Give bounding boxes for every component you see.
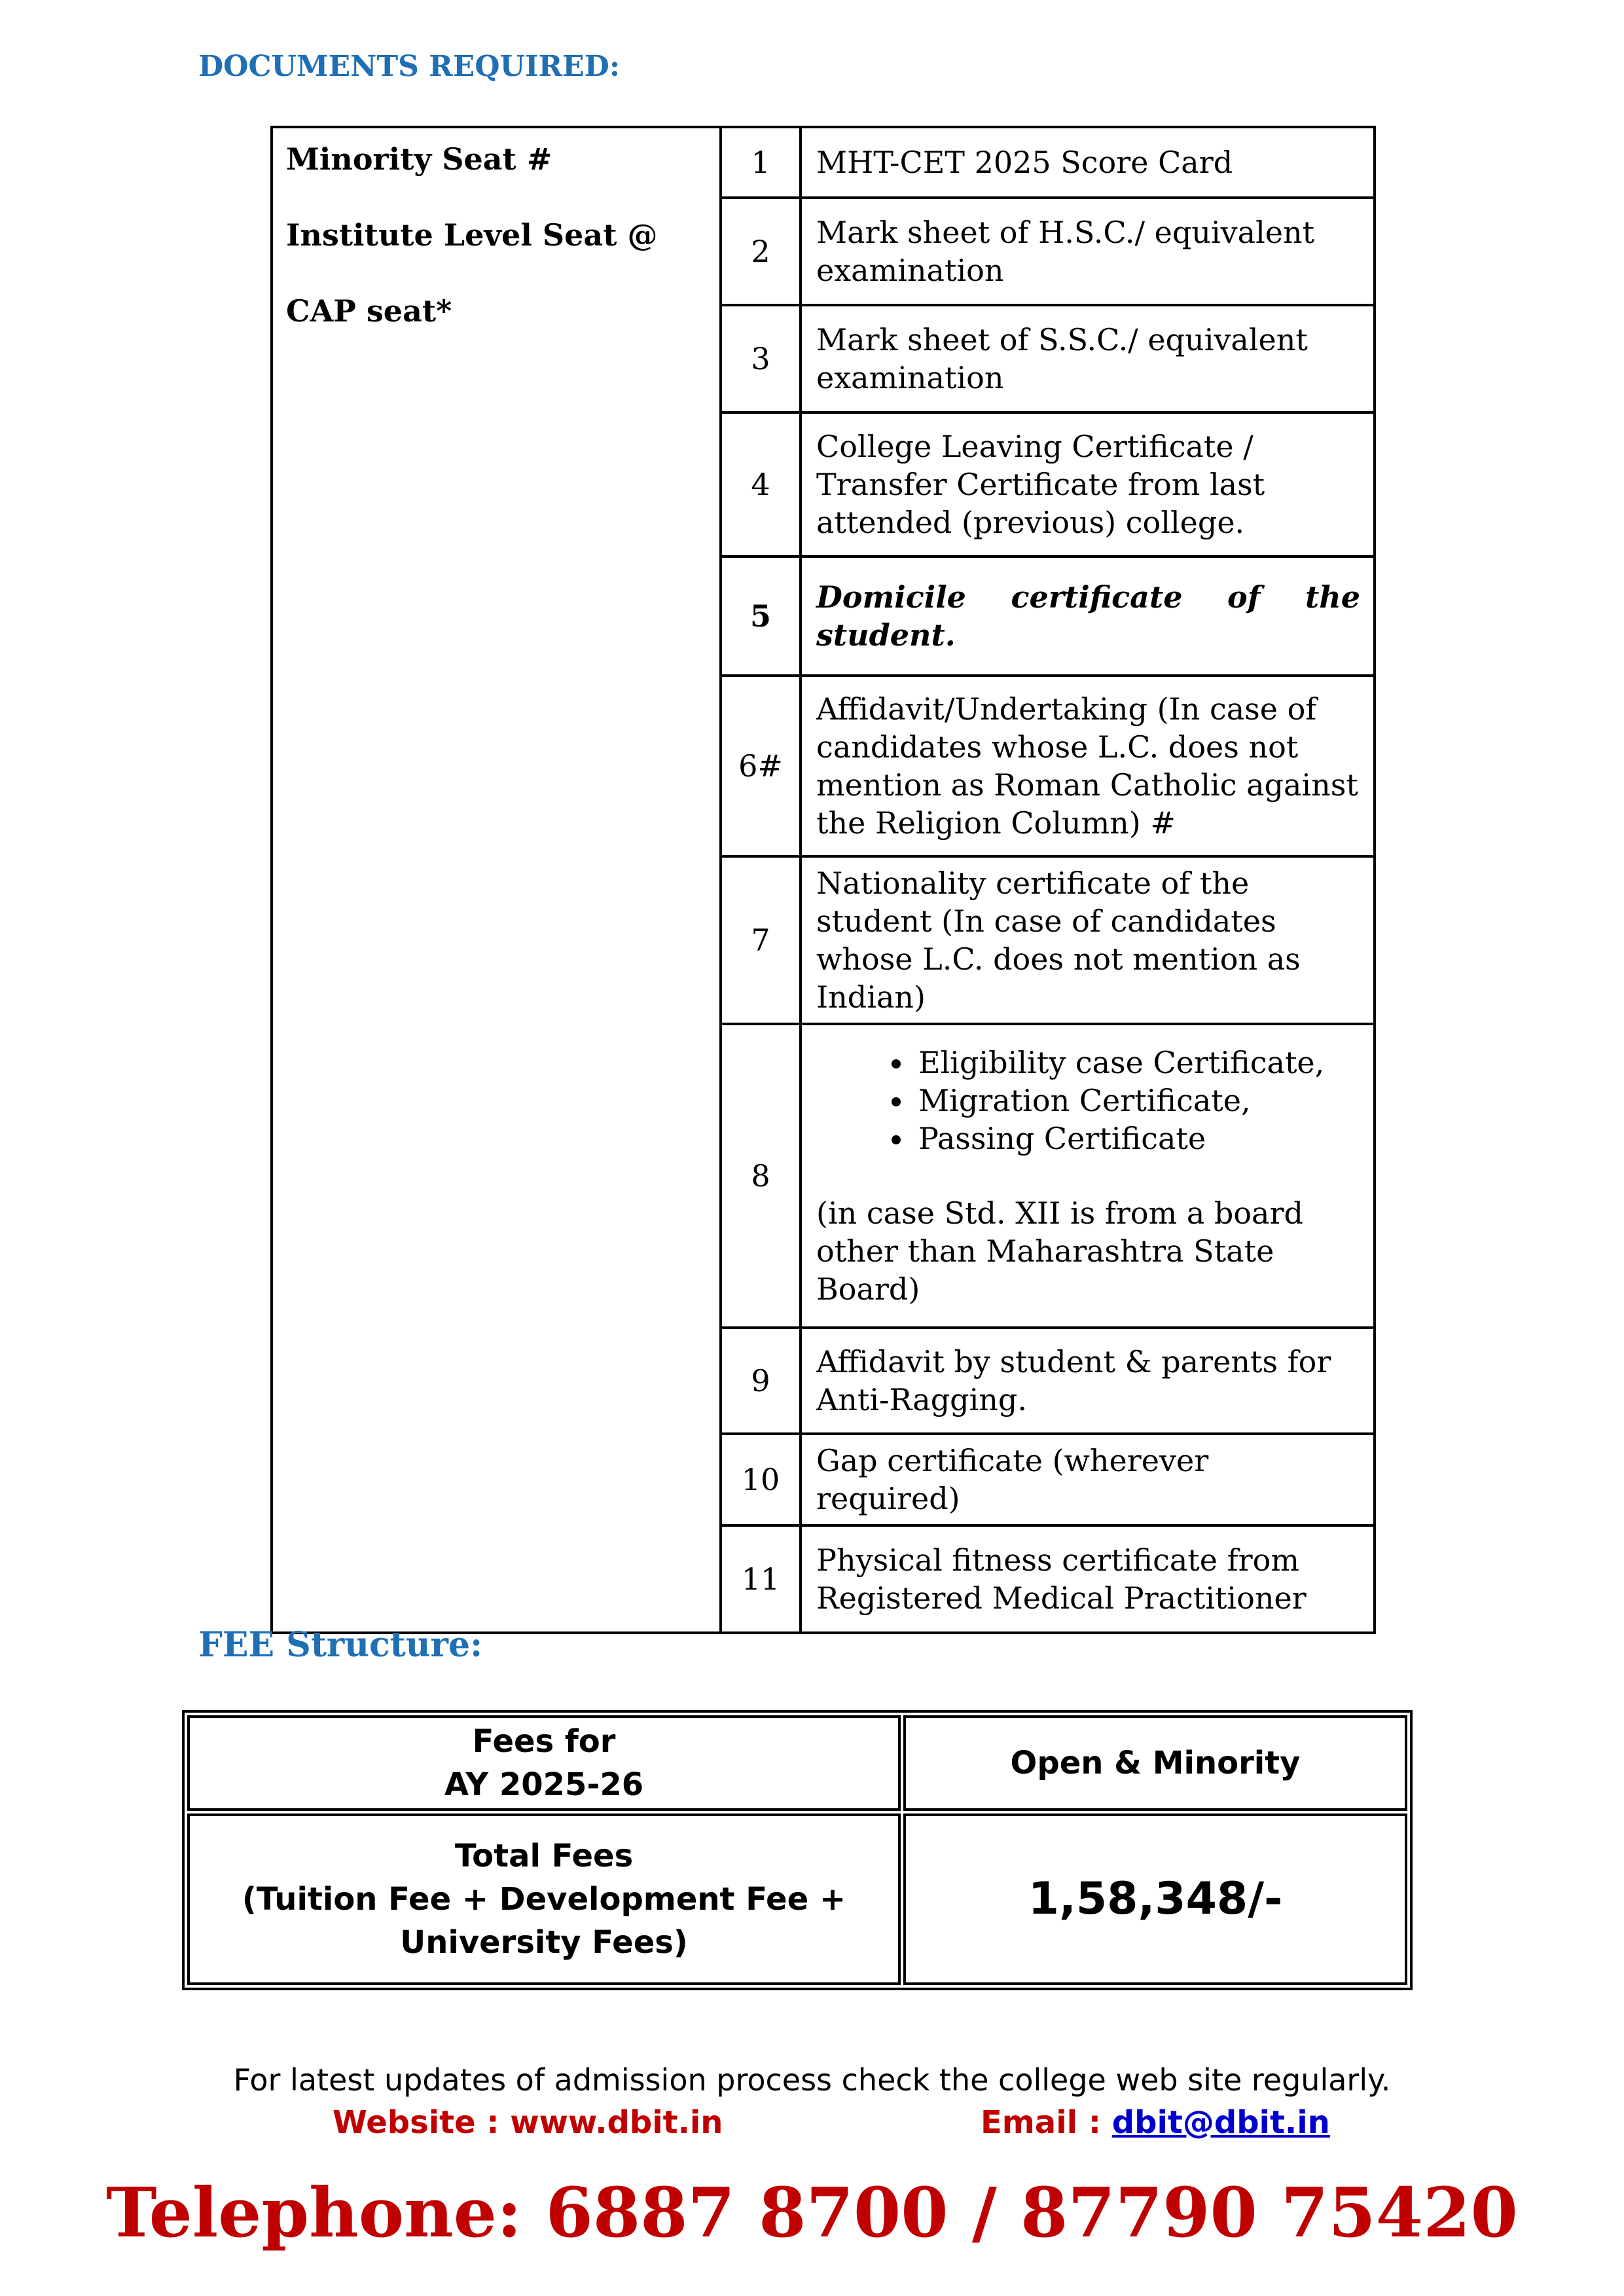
email-contact	[981, 2104, 1330, 2141]
item-number: 9	[721, 1328, 801, 1434]
item-description: Physical fitness certificate from Registered Medical Practitioner	[801, 1525, 1375, 1633]
seat-type-institute-level: Institute Level Seat @	[286, 217, 658, 253]
fee-components-line: University Fees)	[400, 1924, 688, 1961]
email-link[interactable]: dbit@dbit.in	[1111, 2104, 1330, 2141]
seat-types-cell	[272, 127, 721, 1633]
total-fee-amount: 1,58,348/-	[903, 1813, 1407, 1985]
board-note: (in case Std. XII is from a board other than Maharashtra State Board)	[816, 1195, 1303, 1307]
academic-year-label: AY 2025-26	[444, 1766, 644, 1803]
table-row	[187, 1715, 1407, 1811]
item-number: 3	[721, 305, 801, 412]
table-row	[187, 1813, 1407, 1985]
fee-table	[182, 1710, 1413, 1990]
website-link[interactable]: Website : www.dbit.in	[333, 2104, 723, 2141]
item-description	[801, 1024, 1375, 1328]
item-description: Affidavit/Undertaking (In case of candidates whose L.C. does not mention as Roman Catholic against the Religion Column) #	[801, 676, 1375, 856]
seat-type-minority: Minority Seat #	[286, 141, 552, 177]
fees-for-label: Fees for	[472, 1723, 616, 1760]
item-number: 6#	[721, 676, 801, 856]
documents-heading: DOCUMENTS REQUIRED:	[198, 50, 621, 83]
item-number: 11	[721, 1525, 801, 1633]
certificate-bullet-list	[816, 1044, 1360, 1157]
list-item: • Migration Certificate,	[914, 1082, 1360, 1120]
item-description: Domicile certificate of the student.	[801, 556, 1375, 676]
item-description: College Leaving Certificate / Transfer Certificate from last attended (previous) college.	[801, 412, 1375, 556]
total-fees-label	[187, 1813, 901, 1985]
total-fees-title: Total Fees	[454, 1838, 634, 1874]
item-description: Mark sheet of S.S.C./ equivalent examination	[801, 305, 1375, 412]
item-number: 10	[721, 1434, 801, 1525]
seat-type-cap: CAP seat*	[286, 293, 452, 329]
item-description: Affidavit by student & parents for Anti-Ragging.	[801, 1328, 1375, 1434]
fee-structure-heading: FEE Structure:	[198, 1625, 483, 1665]
telephone-numbers: Telephone: 6887 8700 / 87790 75420	[106, 2172, 1518, 2253]
list-item: • Passing Certificate	[914, 1120, 1360, 1157]
item-number: 8	[721, 1024, 801, 1328]
item-number: 7	[721, 856, 801, 1024]
category-header: Open & Minority	[903, 1715, 1407, 1811]
item-description: MHT-CET 2025 Score Card	[801, 127, 1375, 198]
documents-table	[270, 126, 1376, 1634]
item-number: 1	[721, 127, 801, 198]
fees-year-header	[187, 1715, 901, 1811]
item-description: Gap certificate (wherever required)	[801, 1434, 1375, 1525]
item-description: Nationality certificate of the student (In case of candidates whose L.C. does not mention as Indian)	[801, 856, 1375, 1024]
item-number: 4	[721, 412, 801, 556]
item-number: 5	[721, 556, 801, 676]
fee-components-line: (Tuition Fee + Development Fee +	[242, 1881, 846, 1918]
item-description: Mark sheet of H.S.C./ equivalent examination	[801, 198, 1375, 305]
table-row	[272, 127, 1375, 198]
item-number: 2	[721, 198, 801, 305]
updates-notice: For latest updates of admission process check the college web site regularly.	[233, 2062, 1391, 2098]
email-label: Email :	[981, 2104, 1112, 2141]
list-item: • Eligibility case Certificate,	[914, 1044, 1360, 1082]
